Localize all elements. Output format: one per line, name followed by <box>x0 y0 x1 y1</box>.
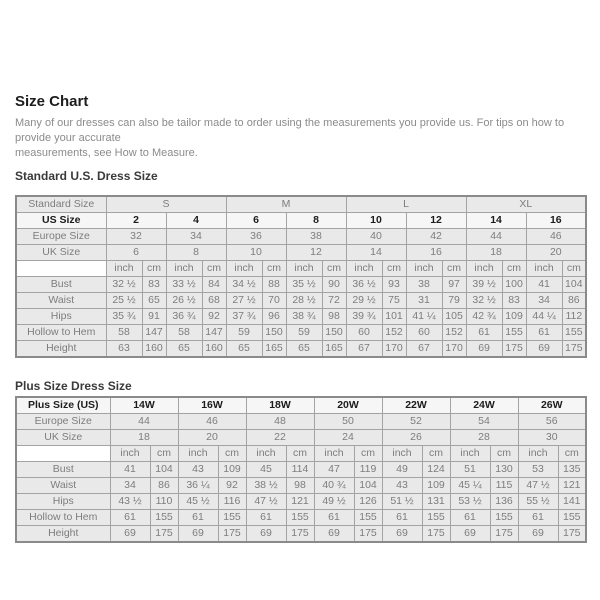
hips-cell: 141 <box>558 494 586 510</box>
europe-size-cell: 52 <box>382 414 450 430</box>
uk-size-cell: 10 <box>226 245 286 261</box>
bust-cell: 41 <box>526 277 562 293</box>
hollow-to-hem-cell: 155 <box>558 510 586 526</box>
height-cell: 69 <box>246 526 286 543</box>
units-cell: cm <box>382 261 406 277</box>
waist-cell: 43 <box>382 478 422 494</box>
hips-cell: 98 <box>322 309 346 325</box>
standard-size-row-label: Standard Size <box>16 196 106 213</box>
europe-size-cell: 44 <box>110 414 178 430</box>
bust-cell: 45 <box>246 462 286 478</box>
bust-cell: 39 ½ <box>466 277 502 293</box>
hollow-to-hem-cell: 61 <box>518 510 558 526</box>
units-cell: inch <box>166 261 202 277</box>
plus-size-us-row-label: Plus Size (US) <box>16 397 110 414</box>
europe-size-cell: 34 <box>166 229 226 245</box>
waist-cell: 86 <box>562 293 586 309</box>
height-cell: 175 <box>150 526 178 543</box>
hollow-to-hem-cell: 58 <box>106 325 142 341</box>
waist-cell: 26 ½ <box>166 293 202 309</box>
bust-cell: 35 ½ <box>286 277 322 293</box>
hips-cell: 35 ¾ <box>106 309 142 325</box>
hollow-to-hem-cell: 155 <box>562 325 586 341</box>
plus-size-us-cell: 22W <box>382 397 450 414</box>
units-cell: cm <box>562 261 586 277</box>
units-cell: cm <box>202 261 226 277</box>
hips-cell: 110 <box>150 494 178 510</box>
hollow-to-hem-cell: 61 <box>314 510 354 526</box>
hollow-to-hem-cell: 155 <box>422 510 450 526</box>
waist-cell: 98 <box>286 478 314 494</box>
bust-cell: 100 <box>502 277 526 293</box>
units-cell: inch <box>286 261 322 277</box>
units-cell: inch <box>382 446 422 462</box>
hollow-to-hem-cell: 155 <box>286 510 314 526</box>
waist-cell: 70 <box>262 293 286 309</box>
hips-cell: 39 ¾ <box>346 309 382 325</box>
waist-cell: 92 <box>218 478 246 494</box>
bust-row-label: Bust <box>16 277 106 293</box>
units-cell: cm <box>354 446 382 462</box>
units-cell: inch <box>314 446 354 462</box>
hollow-to-hem-cell: 147 <box>202 325 226 341</box>
plus-size-us-cell: 14W <box>110 397 178 414</box>
hips-cell: 131 <box>422 494 450 510</box>
hollow-to-hem-cell: 155 <box>218 510 246 526</box>
uk-size-cell: 20 <box>526 245 586 261</box>
hollow-to-hem-cell: 61 <box>246 510 286 526</box>
uk-size-cell: 14 <box>346 245 406 261</box>
hollow-to-hem-cell: 60 <box>406 325 442 341</box>
standard-size-cell: M <box>226 196 346 213</box>
hollow-to-hem-row-label: Hollow to Hem <box>16 510 110 526</box>
europe-size-cell: 32 <box>106 229 166 245</box>
hollow-to-hem-cell: 61 <box>450 510 490 526</box>
bust-cell: 104 <box>562 277 586 293</box>
units-cell: inch <box>406 261 442 277</box>
waist-row-label: Waist <box>16 478 110 494</box>
hollow-to-hem-cell: 155 <box>150 510 178 526</box>
units-cell: inch <box>246 446 286 462</box>
bust-cell: 33 ½ <box>166 277 202 293</box>
bust-cell: 49 <box>382 462 422 478</box>
uk-size-cell: 18 <box>466 245 526 261</box>
units-cell: inch <box>346 261 382 277</box>
height-row-label: Height <box>16 341 106 358</box>
intro-line-1: Many of our dresses can also be tailor made to order using the measurements you provide us. For tips on how to provide your accurate <box>15 117 565 144</box>
uk-size-cell: 16 <box>406 245 466 261</box>
waist-cell: 34 <box>526 293 562 309</box>
hollow-to-hem-cell: 59 <box>286 325 322 341</box>
units-cell: inch <box>466 261 502 277</box>
table-row-europe-size <box>16 229 586 245</box>
units-cell: inch <box>106 261 142 277</box>
units-cell: cm <box>442 261 466 277</box>
europe-size-cell: 54 <box>450 414 518 430</box>
units-cell: inch <box>518 446 558 462</box>
bust-cell: 130 <box>490 462 518 478</box>
table-row-us-size <box>16 213 586 229</box>
hips-cell: 91 <box>142 309 166 325</box>
hips-cell: 109 <box>502 309 526 325</box>
height-cell: 175 <box>502 341 526 358</box>
uk-size-cell: 28 <box>450 430 518 446</box>
bust-cell: 51 <box>450 462 490 478</box>
waist-row-label: Waist <box>16 293 106 309</box>
units-row-label <box>16 261 106 277</box>
height-cell: 69 <box>178 526 218 543</box>
height-cell: 63 <box>106 341 142 358</box>
height-cell: 67 <box>406 341 442 358</box>
europe-size-row-label: Europe Size <box>16 414 110 430</box>
us-size-cell: 4 <box>166 213 226 229</box>
us-size-cell: 2 <box>106 213 166 229</box>
table-row-waist <box>16 478 586 494</box>
height-cell: 175 <box>286 526 314 543</box>
waist-cell: 121 <box>558 478 586 494</box>
table-row-uk-size <box>16 430 586 446</box>
europe-size-cell: 42 <box>406 229 466 245</box>
hollow-to-hem-cell: 147 <box>142 325 166 341</box>
hips-cell: 121 <box>286 494 314 510</box>
bust-cell: 47 <box>314 462 354 478</box>
units-cell: cm <box>490 446 518 462</box>
us-size-cell: 6 <box>226 213 286 229</box>
hips-cell: 105 <box>442 309 466 325</box>
units-cell: cm <box>150 446 178 462</box>
hips-cell: 112 <box>562 309 586 325</box>
europe-size-cell: 46 <box>526 229 586 245</box>
hips-cell: 53 ½ <box>450 494 490 510</box>
plus-size-us-cell: 24W <box>450 397 518 414</box>
waist-cell: 27 ½ <box>226 293 262 309</box>
units-cell: cm <box>142 261 166 277</box>
europe-size-cell: 36 <box>226 229 286 245</box>
height-cell: 69 <box>450 526 490 543</box>
units-cell: cm <box>502 261 526 277</box>
uk-size-cell: 18 <box>110 430 178 446</box>
units-cell: cm <box>558 446 586 462</box>
hollow-to-hem-cell: 155 <box>490 510 518 526</box>
units-cell: cm <box>218 446 246 462</box>
bust-cell: 83 <box>142 277 166 293</box>
height-cell: 69 <box>518 526 558 543</box>
hollow-to-hem-cell: 58 <box>166 325 202 341</box>
height-cell: 69 <box>382 526 422 543</box>
standard-size-cell: XL <box>466 196 586 213</box>
bust-cell: 124 <box>422 462 450 478</box>
hips-cell: 36 ¾ <box>166 309 202 325</box>
table-row-bust <box>16 462 586 478</box>
bust-cell: 88 <box>262 277 286 293</box>
waist-cell: 32 ½ <box>466 293 502 309</box>
height-cell: 160 <box>202 341 226 358</box>
hips-row-label: Hips <box>16 494 110 510</box>
hips-cell: 96 <box>262 309 286 325</box>
bust-cell: 104 <box>150 462 178 478</box>
units-cell: inch <box>526 261 562 277</box>
height-cell: 160 <box>142 341 166 358</box>
waist-cell: 65 <box>142 293 166 309</box>
standard-size-table <box>15 195 587 358</box>
hips-row-label: Hips <box>16 309 106 325</box>
waist-cell: 36 ¼ <box>178 478 218 494</box>
europe-size-cell: 38 <box>286 229 346 245</box>
hollow-to-hem-cell: 152 <box>382 325 406 341</box>
height-cell: 65 <box>166 341 202 358</box>
waist-cell: 86 <box>150 478 178 494</box>
us-size-cell: 16 <box>526 213 586 229</box>
table-row-height <box>16 526 586 543</box>
height-cell: 175 <box>562 341 586 358</box>
waist-cell: 83 <box>502 293 526 309</box>
height-cell: 175 <box>490 526 518 543</box>
waist-cell: 28 ½ <box>286 293 322 309</box>
waist-cell: 75 <box>382 293 406 309</box>
height-row-label: Height <box>16 526 110 543</box>
height-cell: 175 <box>354 526 382 543</box>
waist-cell: 79 <box>442 293 466 309</box>
us-size-cell: 14 <box>466 213 526 229</box>
height-cell: 175 <box>218 526 246 543</box>
uk-size-cell: 8 <box>166 245 226 261</box>
table-row-units <box>16 261 586 277</box>
bust-cell: 119 <box>354 462 382 478</box>
waist-cell: 115 <box>490 478 518 494</box>
hips-cell: 49 ½ <box>314 494 354 510</box>
hollow-to-hem-cell: 61 <box>526 325 562 341</box>
hollow-to-hem-cell: 61 <box>382 510 422 526</box>
europe-size-cell: 46 <box>178 414 246 430</box>
units-cell: inch <box>450 446 490 462</box>
plus-size-us-cell: 18W <box>246 397 314 414</box>
plus-size-us-cell: 20W <box>314 397 382 414</box>
hips-cell: 55 ½ <box>518 494 558 510</box>
bust-cell: 53 <box>518 462 558 478</box>
waist-cell: 109 <box>422 478 450 494</box>
uk-size-cell: 24 <box>314 430 382 446</box>
hips-cell: 42 ¾ <box>466 309 502 325</box>
hollow-to-hem-cell: 61 <box>110 510 150 526</box>
table-row-hollow-to-hem <box>16 510 586 526</box>
uk-size-row-label: UK Size <box>16 430 110 446</box>
height-cell: 175 <box>422 526 450 543</box>
europe-size-cell: 44 <box>466 229 526 245</box>
units-cell: cm <box>422 446 450 462</box>
bust-cell: 90 <box>322 277 346 293</box>
hollow-to-hem-cell: 155 <box>354 510 382 526</box>
us-size-cell: 10 <box>346 213 406 229</box>
hollow-to-hem-cell: 152 <box>442 325 466 341</box>
hips-cell: 43 ½ <box>110 494 150 510</box>
table-row-hips <box>16 494 586 510</box>
standard-size-cell: L <box>346 196 466 213</box>
table-row-uk-size <box>16 245 586 261</box>
us-size-cell: 8 <box>286 213 346 229</box>
table-row-bust <box>16 277 586 293</box>
plus-size-heading: Plus Size Dress Size <box>15 379 132 393</box>
table-row-plus-size-us <box>16 397 586 414</box>
table-row-units <box>16 446 586 462</box>
hips-cell: 92 <box>202 309 226 325</box>
bust-cell: 41 <box>110 462 150 478</box>
waist-cell: 72 <box>322 293 346 309</box>
us-size-row-label: US Size <box>16 213 106 229</box>
height-cell: 165 <box>262 341 286 358</box>
plus-size-table <box>15 396 587 543</box>
units-cell: cm <box>322 261 346 277</box>
uk-size-cell: 12 <box>286 245 346 261</box>
hips-cell: 101 <box>382 309 406 325</box>
intro-line-2: measurements, see How to Measure. <box>15 147 198 159</box>
hips-cell: 47 ½ <box>246 494 286 510</box>
bust-row-label: Bust <box>16 462 110 478</box>
units-row-label <box>16 446 110 462</box>
waist-cell: 34 <box>110 478 150 494</box>
uk-size-row-label: UK Size <box>16 245 106 261</box>
hips-cell: 45 ½ <box>178 494 218 510</box>
height-cell: 65 <box>226 341 262 358</box>
height-cell: 170 <box>442 341 466 358</box>
bust-cell: 109 <box>218 462 246 478</box>
units-cell: inch <box>178 446 218 462</box>
plus-size-us-cell: 26W <box>518 397 586 414</box>
units-cell: inch <box>226 261 262 277</box>
hollow-to-hem-cell: 150 <box>262 325 286 341</box>
waist-cell: 104 <box>354 478 382 494</box>
hollow-to-hem-cell: 60 <box>346 325 382 341</box>
hips-cell: 136 <box>490 494 518 510</box>
europe-size-cell: 50 <box>314 414 382 430</box>
europe-size-cell: 48 <box>246 414 314 430</box>
bust-cell: 114 <box>286 462 314 478</box>
plus-size-us-cell: 16W <box>178 397 246 414</box>
hollow-to-hem-cell: 150 <box>322 325 346 341</box>
height-cell: 67 <box>346 341 382 358</box>
waist-cell: 68 <box>202 293 226 309</box>
table-row-waist <box>16 293 586 309</box>
waist-cell: 25 ½ <box>106 293 142 309</box>
waist-cell: 45 ¼ <box>450 478 490 494</box>
hips-cell: 38 ¾ <box>286 309 322 325</box>
bust-cell: 36 ½ <box>346 277 382 293</box>
height-cell: 65 <box>286 341 322 358</box>
bust-cell: 43 <box>178 462 218 478</box>
uk-size-cell: 22 <box>246 430 314 446</box>
height-cell: 69 <box>314 526 354 543</box>
waist-cell: 38 ½ <box>246 478 286 494</box>
waist-cell: 31 <box>406 293 442 309</box>
hips-cell: 51 ½ <box>382 494 422 510</box>
table-row-hips <box>16 309 586 325</box>
bust-cell: 135 <box>558 462 586 478</box>
hollow-to-hem-cell: 59 <box>226 325 262 341</box>
hips-cell: 41 ¼ <box>406 309 442 325</box>
hollow-to-hem-cell: 61 <box>466 325 502 341</box>
hollow-to-hem-cell: 61 <box>178 510 218 526</box>
waist-cell: 40 ¾ <box>314 478 354 494</box>
hollow-to-hem-cell: 155 <box>502 325 526 341</box>
standard-size-heading: Standard U.S. Dress Size <box>15 169 158 183</box>
height-cell: 69 <box>466 341 502 358</box>
bust-cell: 97 <box>442 277 466 293</box>
waist-cell: 47 ½ <box>518 478 558 494</box>
europe-size-cell: 40 <box>346 229 406 245</box>
hips-cell: 37 ¾ <box>226 309 262 325</box>
europe-size-cell: 56 <box>518 414 586 430</box>
us-size-cell: 12 <box>406 213 466 229</box>
uk-size-cell: 26 <box>382 430 450 446</box>
page-title: Size Chart <box>15 93 89 110</box>
europe-size-row-label: Europe Size <box>16 229 106 245</box>
uk-size-cell: 6 <box>106 245 166 261</box>
height-cell: 175 <box>558 526 586 543</box>
hips-cell: 116 <box>218 494 246 510</box>
table-row-hollow-to-hem <box>16 325 586 341</box>
height-cell: 69 <box>526 341 562 358</box>
table-row-height <box>16 341 586 358</box>
units-cell: cm <box>286 446 314 462</box>
units-cell: inch <box>110 446 150 462</box>
standard-size-cell: S <box>106 196 226 213</box>
bust-cell: 38 <box>406 277 442 293</box>
uk-size-cell: 20 <box>178 430 246 446</box>
bust-cell: 34 ½ <box>226 277 262 293</box>
bust-cell: 93 <box>382 277 406 293</box>
hips-cell: 126 <box>354 494 382 510</box>
units-cell: cm <box>262 261 286 277</box>
hollow-to-hem-row-label: Hollow to Hem <box>16 325 106 341</box>
intro-text <box>15 116 585 161</box>
bust-cell: 84 <box>202 277 226 293</box>
uk-size-cell: 30 <box>518 430 586 446</box>
table-row-standard-size <box>16 196 586 213</box>
table-row-europe-size <box>16 414 586 430</box>
height-cell: 170 <box>382 341 406 358</box>
bust-cell: 32 ½ <box>106 277 142 293</box>
hips-cell: 44 ¼ <box>526 309 562 325</box>
height-cell: 165 <box>322 341 346 358</box>
waist-cell: 29 ½ <box>346 293 382 309</box>
height-cell: 69 <box>110 526 150 543</box>
